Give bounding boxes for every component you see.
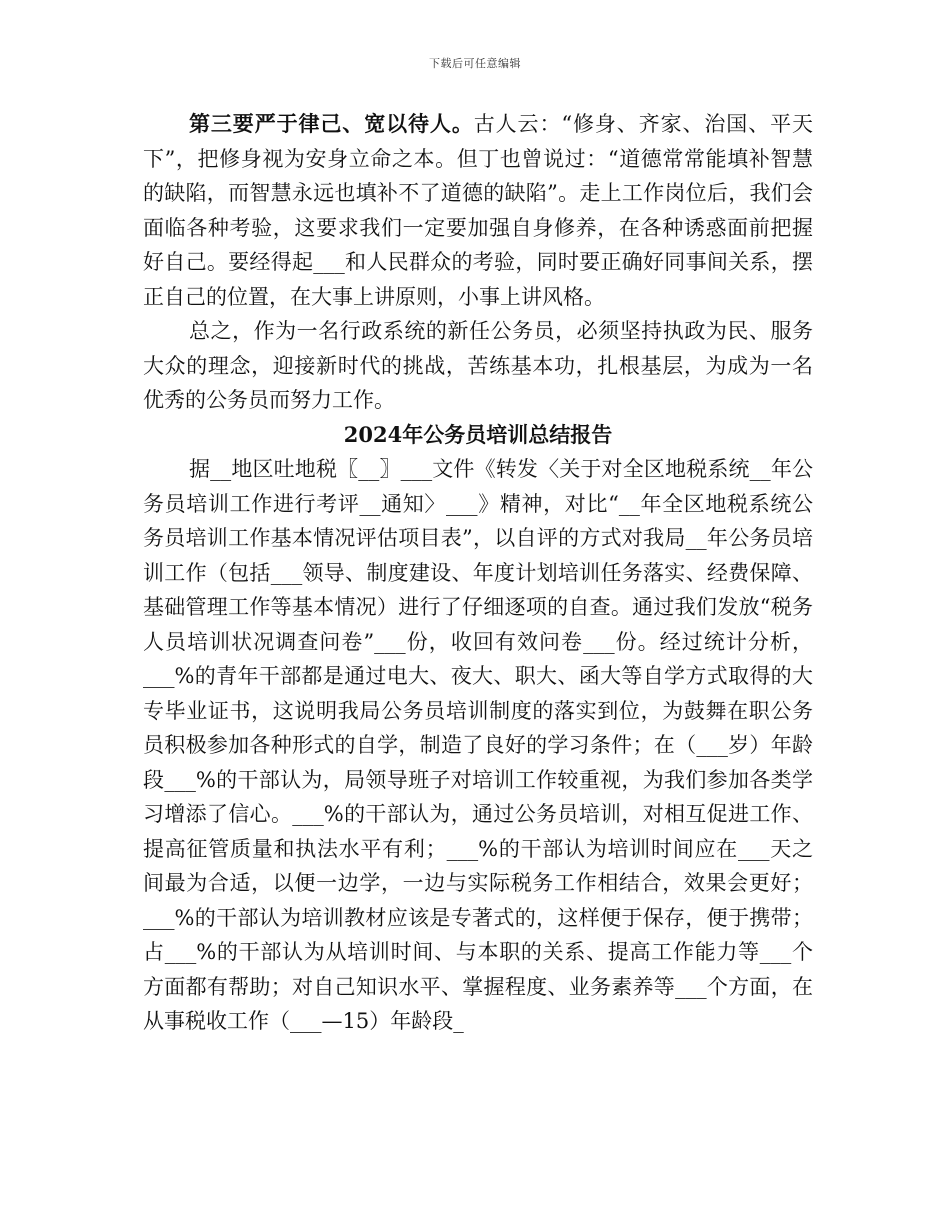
paragraph-lead-heading: 第三要严于律己、宽以待人。: [189, 111, 474, 136]
report-title: 2024年公务员培训总结报告: [343, 421, 613, 447]
document-body: [143, 107, 813, 1039]
paragraph-self-discipline: [143, 107, 813, 314]
report-body-paragraph: 据__地区吐地税〖__〗___文件《转发〈关于对全区地税系统__年公务员培训工作进行考评__通知〉___》精神，对比“__年全区地税系统公务员培训工作基本情况评估项目表”，以自评的方式对我局__年公务员培训工作（包括___领导、制度建设、年度计划培训任务落实、经费保障、基础管理工作等基本情况）进行了仔细逐项的自查。通过我们发放“税务人员培训状况调查问卷”___份，收回有效问卷___份。经过统计分析，___%的青年干部都是通过电大、夜大、职大、函大等自学方式取得的大专毕业证书，这说明我局公务员培训制度的落实到位，为鼓舞在职公务员积极参加各种形式的自学，制造了良好的学习条件；在（___岁）年龄段___%的干部认为，局领导班子对培训工作较重视，为我们参加各类学习增添了信心。___%的干部认为，通过公务员培训，对相互促进工作、提高征管质量和执法水平有利；___%的干部认为培训时间应在___天之间最为合适，以便一边学，一边与实际税务工作相结合，效果会更好；___%的干部认为培训教材应该是专著式的，这样便于保存，便于携带；占___%的干部认为从培训时间、与本职的关系、提高工作能力等___个方面都有帮助；对自己知识水平、掌握程度、业务素养等___个方面，在从事税收工作（___—15）年龄段_: [143, 457, 813, 1033]
page-header: 下载后可任意编辑: [429, 57, 521, 70]
paragraph-text: 古人云：“修身、齐家、治国、平天下”，把修身视为安身立命之本。但丁也曾说过：“道德常常能填补智慧的缺陷，而智慧永远也填补不了道德的缺陷”。走上工作岗位后，我们会面临各种考验，这要求我们一定要加强自身修养，在各种诱惑面前把握好自己。要经得起___和人民群众的考验，同时要正确好同事间关系，摆正自己的位置，在大事上讲原则，小事上讲风格。: [143, 112, 813, 309]
paragraph-conclusion: 总之，作为一名行政系统的新任公务员，必须坚持执政为民、服务大众的理念，迎接新时代的挑战，苦练基本功，扎根基层，为成为一名优秀的公务员而努力工作。: [143, 319, 813, 412]
